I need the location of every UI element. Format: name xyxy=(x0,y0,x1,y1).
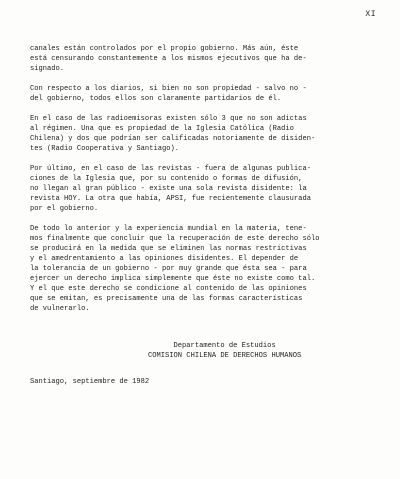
signature-block xyxy=(148,341,301,361)
text-line: no llegan al gran público - existe una sola revista disidente: la xyxy=(30,185,307,193)
text-line: mos finalmente que concluir que la recuperación de este derecho sólo xyxy=(30,235,320,243)
text-line: ejercer un derecho implica simplemente que éste no existe como tal. xyxy=(30,275,316,283)
signature-organization: COMISION CHILENA DE DERECHOS HUMANOS xyxy=(148,352,302,360)
text-line: Con respecto a los diarios, si bien no son propiedad - salvo no - xyxy=(30,85,307,93)
document-body xyxy=(30,44,378,324)
text-line: ciones de la Iglesia que, por su contenido o formas de difusión, xyxy=(30,175,303,183)
text-line: Chilena) y dos que podrían ser calificadas notoriamente de disiden- xyxy=(30,135,316,143)
text-line: del gobierno, todos ellos son claramente partidarios de él. xyxy=(30,95,282,103)
text-line: Y el que este derecho se condicione al contenido de las opiniones xyxy=(30,285,307,293)
paragraph-3 xyxy=(30,114,378,154)
text-line: En el caso de las radioemisoras existen sólo 3 que no son adictas xyxy=(30,115,307,123)
text-line: De todo lo anterior y la experiencia mundial en la materia, tene- xyxy=(30,225,307,233)
text-line: Por último, en el caso de las revistas - fuera de algunas publica- xyxy=(30,165,311,173)
dateline: Santiago, septiembre de 1982 xyxy=(30,378,150,386)
text-line: signado. xyxy=(30,65,65,73)
text-line: y el amedrentamiento a las opiniones disidentes. El depender de xyxy=(30,255,299,263)
paragraph-1 xyxy=(30,44,378,74)
paragraph-2 xyxy=(30,84,378,104)
paragraph-5 xyxy=(30,224,378,314)
text-line: tes (Radio Cooperativa y Santiago). xyxy=(30,145,179,153)
text-line: revista HOY. La otra que había, APSI, fue recientemente clausurada xyxy=(30,195,311,203)
text-line: por el gobierno. xyxy=(30,205,99,213)
signature-department: Departamento de Estudios xyxy=(173,342,276,350)
text-line: está censurando constantemente a los mismos ejecutivos que ha de- xyxy=(30,55,307,63)
text-line: de vulnerarlo. xyxy=(30,305,90,313)
text-line: al régimen. Una que es propiedad de la Iglesia Católica (Radio xyxy=(30,125,294,133)
page-number: XI xyxy=(365,10,376,19)
text-line: que se emitan, es precisamente una de las formas características xyxy=(30,295,303,303)
text-line: la tolerancia de un gobierno - por muy grande que ésta sea - para xyxy=(30,265,307,273)
paragraph-4 xyxy=(30,164,378,214)
text-line: canales están controlados por el propio gobierno. Más aún, éste xyxy=(30,45,299,53)
text-line: se producirá en la medida que se eliminen las normas restrictivas xyxy=(30,245,307,253)
